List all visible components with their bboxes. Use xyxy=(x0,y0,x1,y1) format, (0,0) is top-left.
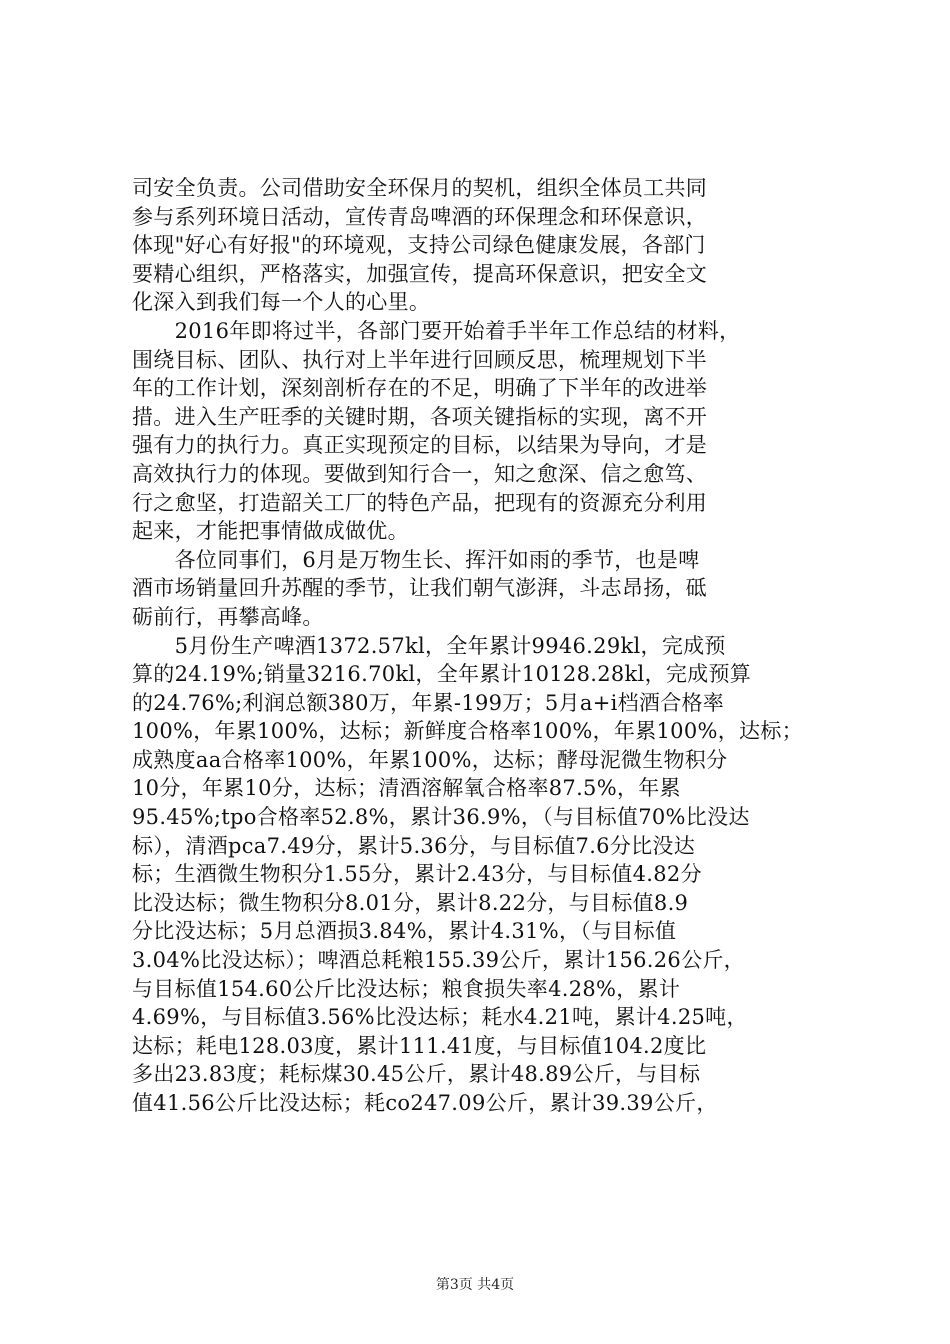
text-line: 10分，年累10分，达标；清酒溶解氧合格率87.5%，年累 xyxy=(132,776,681,801)
text-line: 行之愈坚，打造韶关工厂的特色产品，把现有的资源充分利用 xyxy=(132,490,708,515)
text-line: 各位同事们，6月是万物生长、挥汗如雨的季节，也是啤 xyxy=(132,547,700,572)
text-line: 100%，年累100%，达标；新鲜度合格率100%，年累100%，达标； xyxy=(132,719,803,744)
document-body xyxy=(132,174,832,1118)
text-line: 砺前行，再攀高峰。 xyxy=(132,604,324,629)
text-line: 比没达标；微生物积分8.01分，累计8.22分，与目标值8.9 xyxy=(132,890,689,915)
text-line: 标；生酒微生物积分1.55分，累计2.43分，与目标值4.82分 xyxy=(132,862,702,887)
text-line: 高效执行力的体现。要做到知行合一，知之愈深、信之愈笃、 xyxy=(132,461,708,486)
page-footer: 第3页 共4页 xyxy=(435,1277,515,1293)
text-line: 强有力的执行力。真正实现预定的目标，以结果为导向，才是 xyxy=(132,433,708,458)
text-line: 起来，才能把事情做成做优。 xyxy=(132,519,409,544)
text-line: 措。进入生产旺季的关键时期，各项关键指标的实现，离不开 xyxy=(132,404,708,429)
text-line: 多出23.83度；耗标煤30.45公斤，累计48.89公斤，与目标 xyxy=(132,1062,701,1087)
text-line: 的24.76%;利润总额380万，年累-199万；5月a+i档酒合格率 xyxy=(132,690,725,715)
text-line: 3.04%比没达标）；啤酒总耗粮155.39公斤，累计156.26公斤， xyxy=(132,948,745,973)
text-line: 算的24.19%;销量3216.70kl，全年累计10128.28kl，完成预算 xyxy=(132,662,752,687)
text-line: 司安全负责。公司借助安全环保月的契机，组织全体员工共同 xyxy=(132,176,708,200)
text-line: 5月份生产啤酒1372.57kl，全年累计9946.29kl，完成预 xyxy=(132,633,726,658)
text-line: 分比没达标；5月总酒损3.84%，累计4.31%，（与目标值 xyxy=(132,919,677,944)
text-line: 围绕目标、团队、执行对上半年进行回顾反思，梳理规划下半 xyxy=(132,347,708,372)
text-line: 年的工作计划，深刻剖析存在的不足，明确了下半年的改进举 xyxy=(132,376,708,401)
text-line: 与目标值154.60公斤比没达标；粮食损失率4.28%，累计 xyxy=(132,976,681,1001)
text-line: 要精心组织，严格落实，加强宣传，提高环保意识，把安全文 xyxy=(132,261,708,286)
text-line: 体现"好心有好报"的环境观，支持公司绿色健康发展，各部门 xyxy=(132,233,706,258)
text-line: 参与系列环境日活动，宣传青岛啤酒的环保理念和环保意识， xyxy=(132,204,708,229)
text-line: 化深入到我们每一个人的心里。 xyxy=(132,290,431,315)
text-line: 95.45%;tpo合格率52.8%，累计36.9%，（与目标值70%比没达 xyxy=(132,805,750,830)
text-line: 成熟度aa合格率100%，年累100%，达标；酵母泥微生物积分 xyxy=(132,747,728,772)
text-line: 值41.56公斤比没达标；耗co247.09公斤，累计39.39公斤， xyxy=(132,1091,718,1115)
text-line: 2016年即将过半，各部门要开始着手半年工作总结的材料， xyxy=(132,318,741,343)
text-line: 酒市场销量回升苏醒的季节，让我们朝气澎湃，斗志昂扬，砥 xyxy=(132,576,708,601)
text-line: 4.69%，与目标值3.56%比没达标；耗水4.21吨，累计4.25吨， xyxy=(132,1005,748,1030)
text-line: 达标；耗电128.03度，累计111.41度，与目标值104.2度比 xyxy=(132,1033,707,1058)
text-line: 标），清酒pca7.49分，累计5.36分，与目标值7.6分比没达 xyxy=(132,833,696,858)
